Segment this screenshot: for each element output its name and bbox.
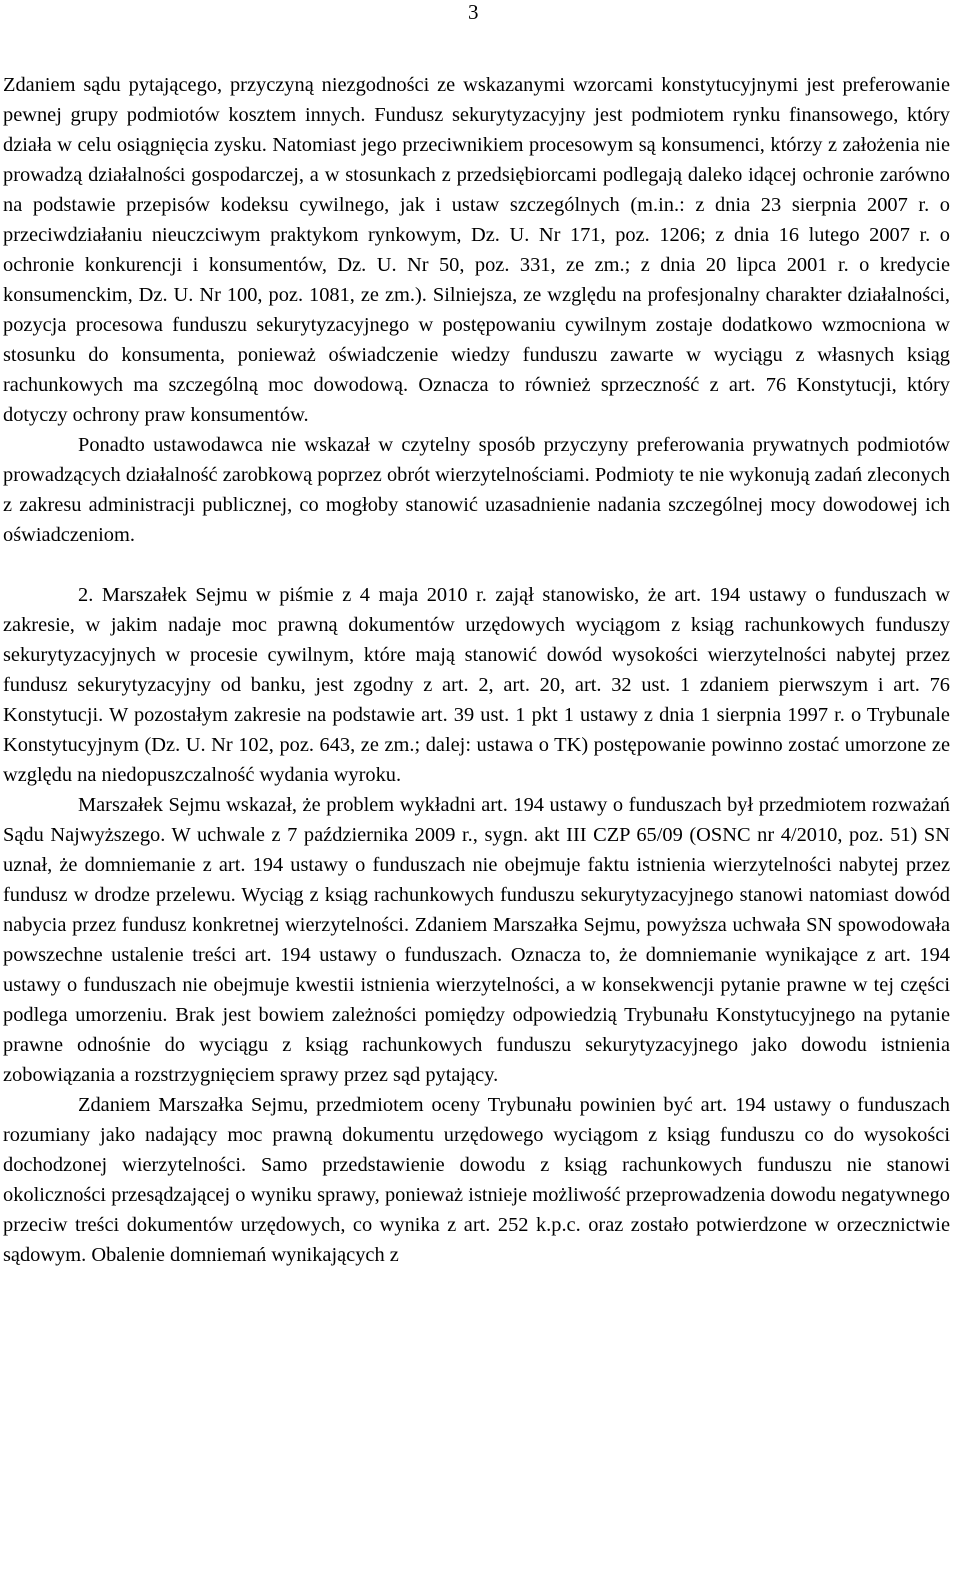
paragraph-1: Zdaniem sądu pytającego, przyczyną niezgodności ze wskazanymi wzorcami konstytucyjnymi jest preferowanie pewnej grupy podmiotów kosztem innych. Fundusz sekurytyzacyjny jest podmiotem rynku finansowego, który działa w celu osiągnięcia zysku. Natomiast jego przeciwnikiem procesowym są konsumenci, którzy z założenia nie prowadzą działalności gospodarczej, a w stosunkach z przedsiębiorcami podlegają daleko idącej ochronie zarówno na podstawie przepisów kodeksu cywilnego, jak i ustaw szczególnych (m.in.: z dnia 23 sierpnia 2007 r. o przeciwdziałaniu nieuczciwym praktykom rynkowym, Dz. U. Nr 171, poz. 1206; z dnia 16 lutego 2007 r. o ochronie konkurencji i konsumentów, Dz. U. Nr 50, poz. 331, ze zm.; z dnia 20 lipca 2001 r. o kredycie konsumenckim, Dz. U. Nr 100, poz. 1081, ze zm.). Silniejsza, ze względu na profesjonalny charakter działalności, pozycja procesowa funduszu sekurytyzacyjnego w postępowaniu cywilnym zostaje dodatkowo wzmocniona w stosunku do konsumenta, ponieważ oświadczenie wiedzy funduszu zawarte w wyciągu z własnych ksiąg rachunkowych ma szczególną moc dowodową. Oznacza to również sprzeczność z art. 76 Konstytucji, który dotyczy ochrony praw konsumentów. <box>3 74 950 426</box>
page-number: 3 <box>468 0 479 24</box>
paragraph-2: Ponadto ustawodawca nie wskazał w czytelny sposób przyczyny preferowania prywatnych podmiotów prowadzących działalność zarobkową poprzez obrót wierzytelnościami. Podmioty te nie wykonują zadań zleconych z zakresu administracji publicznej, co mogłoby stanowić uzasadnienie nadania szczególnej mocy dowodowej ich oświadczeniom. <box>3 434 950 546</box>
paragraph-5: Zdaniem Marszałka Sejmu, przedmiotem oceny Trybunału powinien być art. 194 ustawy o funduszach rozumiany jako nadający moc prawną dokumentu urzędowego wyciągom z ksiąg funduszu co do wysokości dochodzonej wierzytelności. Samo przedstawienie dowodu z ksiąg rachunkowych funduszu nie stanowi okoliczności przesądzającej o wyniku sprawy, ponieważ istnieje możliwość przeprowadzenia dowodu negatywnego przeciw treści dokumentów urzędowych, co wynika z art. 252 k.p.c. oraz zostało potwierdzone w orzecznictwie sądowym. Obalenie domniemań wynikających z <box>3 1094 950 1266</box>
paragraph-4: Marszałek Sejmu wskazał, że problem wykładni art. 194 ustawy o funduszach był przedmiotem rozważań Sądu Najwyższego. W uchwale z 7 października 2009 r., sygn. akt III CZP 65/09 (OSNC nr 4/2010, poz. 51) SN uznał, że domniemanie z art. 194 ustawy o funduszach nie obejmuje faktu istnienia wierzytelności nabytej przez fundusz w drodze przelewu. Wyciąg z ksiąg rachunkowych funduszu sekurytyzacyjnego stanowi natomiast dowód nabycia przez fundusz konkretnej wierzytelności. Zdaniem Marszałka Sejmu, powyższa uchwała SN spowodowała powszechne ustalenie treści art. 194 ustawy o funduszach. Oznacza to, że domniemanie wynikające z art. 194 ustawy o funduszach nie obejmuje kwestii istnienia wierzytelności, a w konsekwencji pytanie prawne w tej części podlega umorzeniu. Brak jest bowiem zależności pomiędzy odpowiedzią Trybunału Konstytucyjnego na pytanie prawne odnośnie do wyciągu z ksiąg rachunkowych funduszu sekurytyzacyjnego jako dowodu istnienia zobowiązania a rozstrzygnięciem sprawy przez sąd pytający. <box>3 794 950 1086</box>
paragraph-3: 2. Marszałek Sejmu w piśmie z 4 maja 2010 r. zajął stanowisko, że art. 194 ustawy o funduszach w zakresie, w jakim nadaje moc prawną dokumentów urzędowych wyciągom z ksiąg rachunkowych funduszy sekurytyzacyjnych w procesie cywilnym, które mają stanowić dowód wysokości wierzytelności nabytej przez fundusz sekurytyzacyjny od banku, jest zgodny z art. 2, art. 20, art. 32 ust. 1 zdaniem pierwszym i art. 76 Konstytucji. W pozostałym zakresie na podstawie art. 39 ust. 1 pkt 1 ustawy z dnia 1 sierpnia 1997 r. o Trybunale Konstytucyjnym (Dz. U. Nr 102, poz. 643, ze zm.; dalej: ustawa o TK) postępowanie powinno zostać umorzone ze względu na niedopuszczalność wydania wyroku. <box>3 584 950 786</box>
document-body <box>3 70 950 1270</box>
